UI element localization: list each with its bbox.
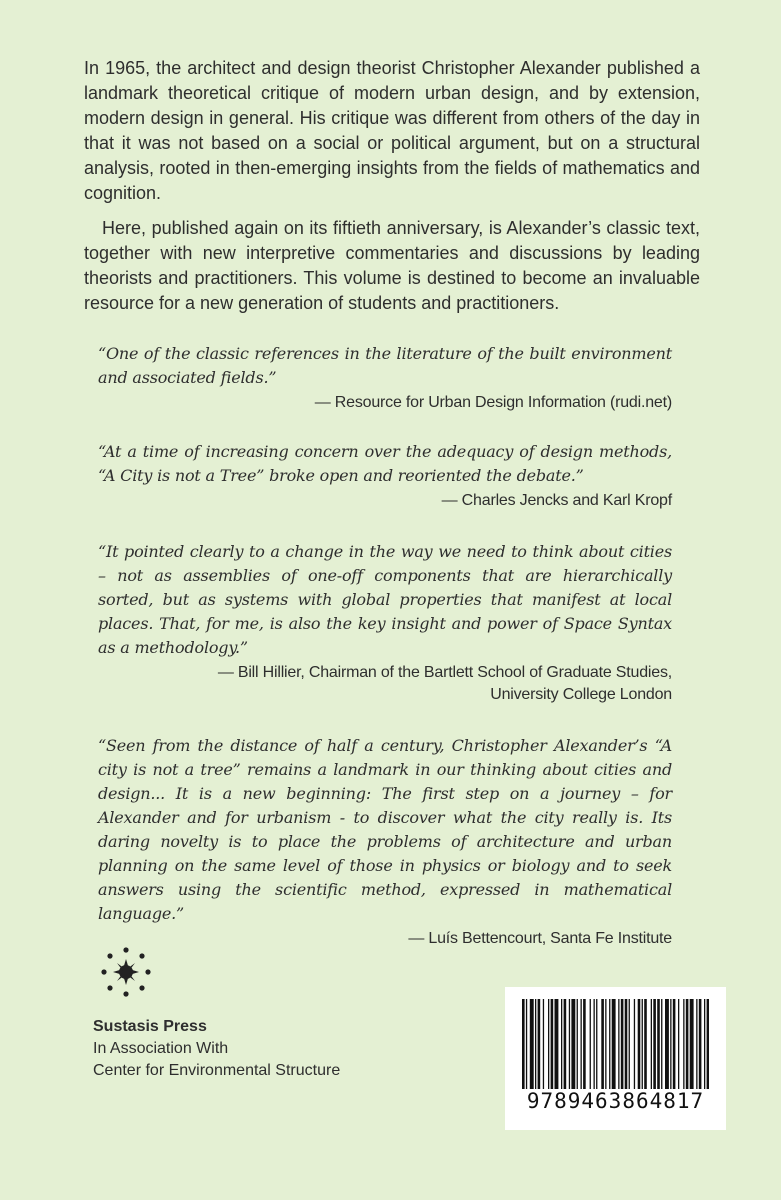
quote-jencks-kropf (98, 440, 672, 512)
barcode-bar (526, 999, 527, 1089)
barcode-bar (673, 999, 676, 1089)
quote-text: “Seen from the distance of half a century, Christopher Alexander’s “A city is not a tree” remains a landmark in our thinking about cities and design... It is a new beginning: The first step on a journey – for Alexander and for urbanism - to discover what the city really is. Its daring novelty is to place the problems of architecture and urban planning on the same level of those in physics or biology and to seek answers using the scientific method, expressed in mathematical language.” (98, 736, 672, 923)
barcode-bar (661, 999, 662, 1089)
barcode-bar (561, 999, 562, 1089)
barcode-bar (642, 999, 643, 1089)
barcode-bar (577, 999, 578, 1089)
barcode-bar (538, 999, 541, 1089)
barcode-bar (569, 999, 570, 1089)
barcode-bar (601, 999, 604, 1089)
publisher-name: Sustasis Press (93, 1018, 207, 1035)
barcode-bar (618, 999, 619, 1089)
quote-attribution: — Charles Jencks and Karl Kropf (441, 492, 672, 509)
barcode-bar (551, 999, 554, 1089)
barcode-bar (686, 999, 689, 1089)
barcode-bars-icon (522, 999, 709, 1089)
barcode-bar (590, 999, 591, 1089)
publisher-association: In Association With (93, 1040, 229, 1057)
barcode-bar (609, 999, 610, 1089)
barcode-bar (657, 999, 660, 1089)
quote-attribution-line-2: University College London (490, 686, 672, 703)
barcode-bar (638, 999, 641, 1089)
barcode-bar (696, 999, 697, 1089)
barcode-bar (596, 999, 597, 1089)
barcode-bar (670, 999, 671, 1089)
quote-attribution: — Luís Bettencourt, Santa Fe Institute (408, 930, 672, 947)
barcode-bar (583, 999, 586, 1089)
quote-hillier (98, 540, 672, 706)
barcode-bar (644, 999, 647, 1089)
barcode-bar (535, 999, 536, 1089)
barcode-bar (594, 999, 595, 1089)
barcode-number: 9789463864817 (526, 1089, 705, 1113)
barcode-bar (548, 999, 549, 1089)
barcode-bar (543, 999, 544, 1089)
publisher-logo-icon (98, 944, 154, 1000)
intro-paragraph-1: In 1965, the architect and design theorist Christopher Alexander published a landmark theoretical critique of modern urban design, and by extension, modern design in general. His critique was different from others of the day in that it was not based on a social or political argument, but on a structural analysis, rooted in then-emerging insights from the fields of mathematics and cognition. (84, 58, 700, 203)
quote-attribution-line-1: — Bill Hillier, Chairman of the Bartlett School of Graduate Studies, (217, 664, 672, 681)
barcode-bar (605, 999, 606, 1089)
barcode-bar (629, 999, 630, 1089)
barcode-bar (530, 999, 534, 1089)
barcode-bar (621, 999, 624, 1089)
barcode-bar (690, 999, 694, 1089)
barcode-bar (707, 999, 709, 1089)
barcode-bar (555, 999, 559, 1089)
barcode-bar (564, 999, 567, 1089)
barcode-bar (678, 999, 679, 1089)
barcode-bar (522, 999, 525, 1089)
barcode-bar (683, 999, 684, 1089)
barcode-bar (651, 999, 652, 1089)
intro-paragraph-2: Here, published again on its fiftieth anniversary, is Alexander’s classic text, together with new interpretive commentaries and discussions by leading theorists and practitioners. This volume is destined to become an invaluable resource for a new generation of students and practitioners. (84, 218, 700, 313)
publisher-partner: Center for Environmental Structure (93, 1062, 341, 1079)
quote-text: “It pointed clearly to a change in the way we need to think about cities – not as assemblies of one-off components that are hierarchically sorted, but as systems with global properties that manifest at local places. That, for me, is also the key insight and power of Space Syntax as a methodology.” (98, 542, 672, 657)
barcode-bar (653, 999, 656, 1089)
quote-attribution: — Resource for Urban Design Information (rudi.net) (314, 394, 672, 411)
quote-rudi (98, 342, 672, 414)
quote-bettencourt (98, 734, 672, 950)
barcode-bar (581, 999, 582, 1089)
barcode-bar (665, 999, 669, 1089)
quote-text: “One of the classic references in the literature of the built environment and associated fields.” (98, 344, 672, 387)
publisher-block (93, 1016, 340, 1082)
intro-section (84, 56, 700, 326)
quote-text: “At a time of increasing concern over the adequacy of design methods, “A City is not a Tree” broke open and reoriented the debate.” (98, 442, 672, 485)
barcode-bar (704, 999, 705, 1089)
barcode-bar (699, 999, 702, 1089)
barcode-bar (612, 999, 616, 1089)
barcode-bar (634, 999, 635, 1089)
quote-attribution (98, 662, 672, 706)
barcode-bar (625, 999, 628, 1089)
barcode-bar (571, 999, 575, 1089)
barcode (505, 987, 726, 1130)
